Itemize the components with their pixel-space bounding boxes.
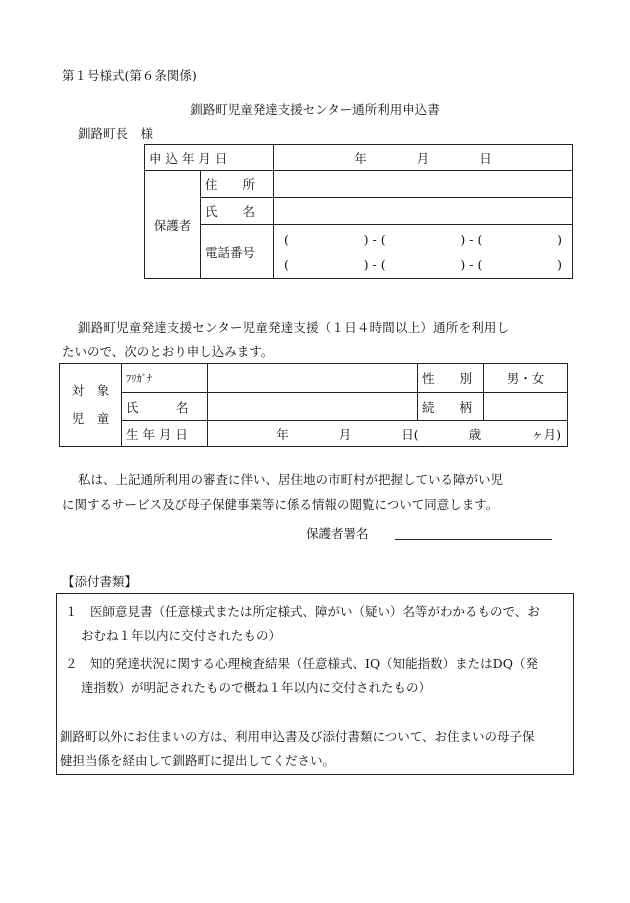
relation-label: 続 柄 <box>418 393 484 421</box>
application-date-value: 年 月 日 <box>354 150 492 166</box>
application-date-label: 申 込 年 月 日 <box>145 145 274 171</box>
addressee: 釧路町長 様 <box>78 126 154 141</box>
guardian-name-field[interactable] <box>274 198 573 225</box>
subject-label: 対 象 <box>71 383 110 398</box>
paren-close: ) <box>557 256 562 272</box>
attachment-item-1-line-2: おむね１年以内に交付されたもの） <box>81 628 282 643</box>
page-title: 釧路町児童発達支援センター通所利用申込書 <box>190 102 440 117</box>
relation-field[interactable] <box>484 393 568 421</box>
sex-field[interactable] <box>484 364 568 393</box>
attachment-item-2-line-1: ２ 知的発達状況に関する心理検査結果（任意様式、IQ（知能指数）またはDQ（発 <box>65 656 538 671</box>
paren-open: ( <box>284 231 289 247</box>
phone-separator: ) - ( <box>460 256 483 272</box>
attachment-item-2-line-2: 達指数）が明記されたもので概ね１年以内に交付されたもの） <box>81 680 432 695</box>
guardian-label: 保護者 <box>145 171 201 279</box>
guardian-name-label: 氏 名 <box>201 198 274 225</box>
consent-line-1: 私は、上記通所利用の審査に伴い、居住地の市町村が把握している障がい児 <box>78 472 504 487</box>
attachments-box <box>56 593 574 775</box>
child-name-field[interactable] <box>208 393 418 421</box>
attachment-note-line-2: 健担当係を経由して釧路町に提出してください。 <box>60 753 336 768</box>
application-date-field[interactable] <box>274 145 573 171</box>
child-name-label: 氏 名 <box>122 393 208 421</box>
subject-child-label <box>60 364 122 447</box>
form-number: 第１号様式(第６条関係) <box>62 68 197 83</box>
birth-date-field[interactable] <box>208 421 568 447</box>
furigana-label: ﾌﾘｶﾞﾅ <box>122 364 208 393</box>
paren-close: ) <box>557 231 562 247</box>
phone-field[interactable] <box>274 225 573 279</box>
phone-separator: ) - ( <box>363 231 386 247</box>
application-table <box>144 144 573 279</box>
sex-label: 性 別 <box>418 364 484 393</box>
child-label: 児 童 <box>71 411 110 426</box>
phone-row-1 <box>284 227 562 252</box>
attachment-item-1-line-1: １ 医師意見書（任意様式または所定様式、障がい（疑い）名等がわかるもので、お <box>65 604 540 619</box>
paren-open: ( <box>284 256 289 272</box>
intro-line-2: たいので、次のとおり申し込みます。 <box>62 344 274 359</box>
phone-separator: ) - ( <box>460 231 483 247</box>
intro-line-1: 釧路町児童発達支援センター児童発達支援（１日４時間以上）通所を利用し <box>78 320 510 335</box>
signature-label: 保護者署名 <box>306 526 369 541</box>
address-label: 住 所 <box>201 171 274 198</box>
sex-options: 男・女 <box>506 371 545 386</box>
attachments-heading: 【添付書類】 <box>62 574 138 589</box>
birth-date-label: 生 年 月 日 <box>122 421 208 447</box>
phone-separator: ) - ( <box>363 256 386 272</box>
attachment-note-line-1: 釧路町以外にお住まいの方は、利用申込書及び添付書類について、お住まいの母子保 <box>60 729 535 744</box>
signature-line[interactable] <box>395 539 552 540</box>
phone-row-2 <box>284 252 562 277</box>
phone-label: 電話番号 <box>201 225 274 279</box>
child-table <box>59 363 568 447</box>
address-field[interactable] <box>274 171 573 198</box>
furigana-field[interactable] <box>208 364 418 393</box>
consent-line-2: に関するサービス及び母子保健事業等に係る情報の閲覧について同意します。 <box>62 497 499 512</box>
birth-date-value: 年 月 日( 歳 ヶ月) <box>276 426 561 442</box>
